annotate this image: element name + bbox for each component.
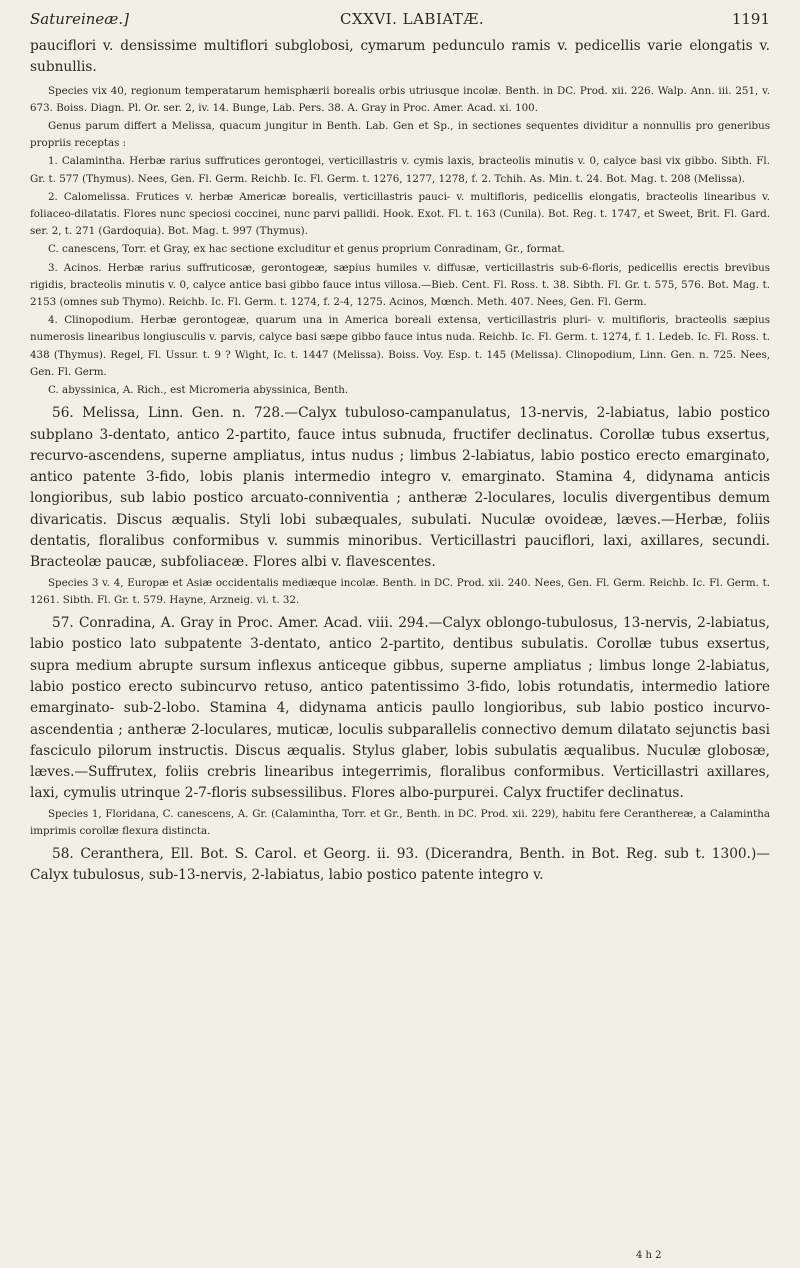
paragraph: Species vix 40, regionum temperatarum hemisphærii borealis orbis utriusque incolæ. Benth. in DC. Prod. xii. 226. Walp. Ann. iii. 251, v. 673. Boiss. Diagn. Pl. Or. ser. 2, iv. 14. Bunge, Lab. Pers. 38. A. Gray in Proc. Amer. Acad. xi. 100. xyxy=(30,84,770,114)
paragraph: C. canescens, Torr. et Gray, ex hac sectione excluditur et genus proprium Conradinam, Gr., format. xyxy=(48,243,565,256)
page-number: 1191 xyxy=(731,10,770,28)
body-text xyxy=(30,36,770,888)
header-family: CXXVI. LABIATÆ. xyxy=(340,10,485,28)
paragraph: C. abyssinica, A. Rich., est Micromeria abyssinica, Benth. xyxy=(48,384,349,397)
genus-entry-conradina: 57. Conradina, A. Gray in Proc. Amer. Acad. viii. 294.—Calyx oblongo-tubulosus, 13-nervis, 2-labiatus, labio postico lato subpatente 3-dentato, antico 2-partito, dentibus subulatis. Corollæ tubus exsertus, supra medium abrupte sursum inflexus anticeque gibbus, superne ampliatus ; limbus longe 2-labiatus, labio postico erecto subincurvo retuso, antico patentissimo 3-fido, lobis rotundatis, intermedio latiore emarginato- sub-2-lobo. Stamina 4, didynama anticis paullo longioribus, sub labio postico incurvo-ascendentia ; antheræ 2-loculares, muticæ, loculis subparallelis connectivo demum dilatato sejunctis basi fasciculo pilorum instructis. Discus æqualis. Stylus glaber, lobis subulatis æqualibus. Nuculæ globosæ, læves.—Suffrutex, foliis crebris linearibus integerrimis, floralibus conformibus. Verticillastri axillares, laxi, cymulis utrinque 2-7-floris subsessilibus. Flores albo-purpurei. Calyx fructifer declinatus. xyxy=(30,615,770,802)
signature-mark: 4 h 2 xyxy=(636,1250,662,1261)
paragraph: 1. Calamintha. Herbæ rarius suffrutices gerontogei, verticillastris v. cymis laxis, bracteolis minutis v. 0, calyce basi vix gibbo. Sibth. Fl. Gr. t. 577 (Thymus). Nees, Gen. Fl. Germ. Reichb. Ic. Fl. Germ. t. 1276, 1277, 1278, f. 2. Tchih. As. Min. t. 24. Bot. Mag. t. 208 (Melissa). xyxy=(30,155,770,185)
paragraph: Genus parum differt a Melissa, quacum jungitur in Benth. Lab. Gen et Sp., in sectiones sequentes dividitur a nonnullis pro generibus propriis receptas : xyxy=(30,120,770,150)
paragraph: pauciflori v. densissime multiflori subglobosi, cymarum pedunculo ramis v. pedicellis varie elongatis v. subnullis. xyxy=(30,38,770,76)
running-header xyxy=(30,10,770,34)
genus-entry-ceranthera: 58. Ceranthera, Ell. Bot. S. Carol. et Georg. ii. 93. (Dicerandra, Benth. in Bot. Reg. sub t. 1300.)—Calyx tubulosus, sub-13-nervis, 2-labiatus, labio postico patente integro v. xyxy=(30,846,770,884)
paragraph: 3. Acinos. Herbæ rarius suffruticosæ, gerontogeæ, sæpius humiles v. diffusæ, verticillastris sub-6-floris, pedicellis erectis brevibus rigidis, bracteolis minutis v. 0, calyce antice basi gibbo fauce intus villosa.—Bieb. Cent. Fl. Ross. t. 38. Sibth. Fl. Gr. t. 575, 576. Bot. Mag. t. 2153 (omnes sub Thymo). Reichb. Ic. Fl. Germ. t. 1274, f. 2-4, 1275. Acinos, Mœnch. Meth. 407. Nees, Gen. Fl. Germ. xyxy=(30,261,770,309)
paragraph: Species 3 v. 4, Europæ et Asiæ occidentalis mediæque incolæ. Benth. in DC. Prod. xii. 240. Nees, Gen. Fl. Germ. Reichb. Ic. Fl. Germ. t. 1261. Sibth. Fl. Gr. t. 579. Hayne, Arzneig. vi. t. 32. xyxy=(30,576,770,606)
paragraph: 2. Calomelissa. Frutices v. herbæ Americæ borealis, verticillastris pauci- v. multifloris, pedicellis elongatis, bracteolis linearibus v. foliaceo-dilatatis. Flores nunc speciosi coccinei, nunc parvi pallidi. Hook. Exot. Fl. t. 163 (Cunila). Bot. Reg. t. 1747, et Sweet, Brit. Fl. Gard. ser. 2, t. 271 (Gardoquia). Bot. Mag. t. 997 (Thymus). xyxy=(30,190,770,238)
footer xyxy=(0,1250,800,1266)
paragraph: 4. Clinopodium. Herbæ gerontogeæ, quarum una in America boreali extensa, verticillastris pluri- v. multifloris, bracteolis sæpius numerosis linearibus longiusculis v. parvis, calyce basi sæpe gibbo fauce intus nuda. Reichb. Ic. Fl. Germ. t. 1274, f. 1. Ledeb. Ic. Fl. Ross. t. 438 (Thymus). Regel, Fl. Ussur. t. 9 ? Wight, Ic. t. 1447 (Melissa). Boiss. Voy. Esp. t. 145 (Melissa). Clinopodium, Linn. Gen. n. 725. Nees, Gen. Fl. Germ. xyxy=(30,314,770,378)
header-section: Satureineæ.] xyxy=(30,10,130,28)
genus-entry-melissa: 56. Melissa, Linn. Gen. n. 728.—Calyx tubuloso-campanulatus, 13-nervis, 2-labiatus, labio postico subplano 3-dentato, antico 2-partito, fauce intus subnuda, fructifer declinatus. Corollæ tubus exsertus, recurvo-ascendens, superne ampliatus, intus nudus ; limbus 2-labiatus, labio postico erecto emarginato, antico patente 3-fido, lobis planis intermedio integro v. emarginato. Stamina 4, didynama anticis longioribus, sub labio postico arcuato-conniventia ; antheræ 2-loculares, loculis divergentibus demum divaricatis. Discus æqualis. Styli lobi subæquales, subulati. Nuculæ ovoideæ, læves.—Herbæ, foliis dentatis, floralibus conformibus v. summis minoribus. Verticillastri pauciflori, laxi, axillares, secundi. Bracteolæ paucæ, subfoliaceæ. Flores albi v. flavescentes. xyxy=(30,405,770,571)
paragraph: Species 1, Floridana, C. canescens, A. Gr. (Calamintha, Torr. et Gr., Benth. in DC. Prod. xii. 229), habitu fere Ceranthereæ, a Calamintha imprimis corollæ flexura distincta. xyxy=(30,807,770,837)
